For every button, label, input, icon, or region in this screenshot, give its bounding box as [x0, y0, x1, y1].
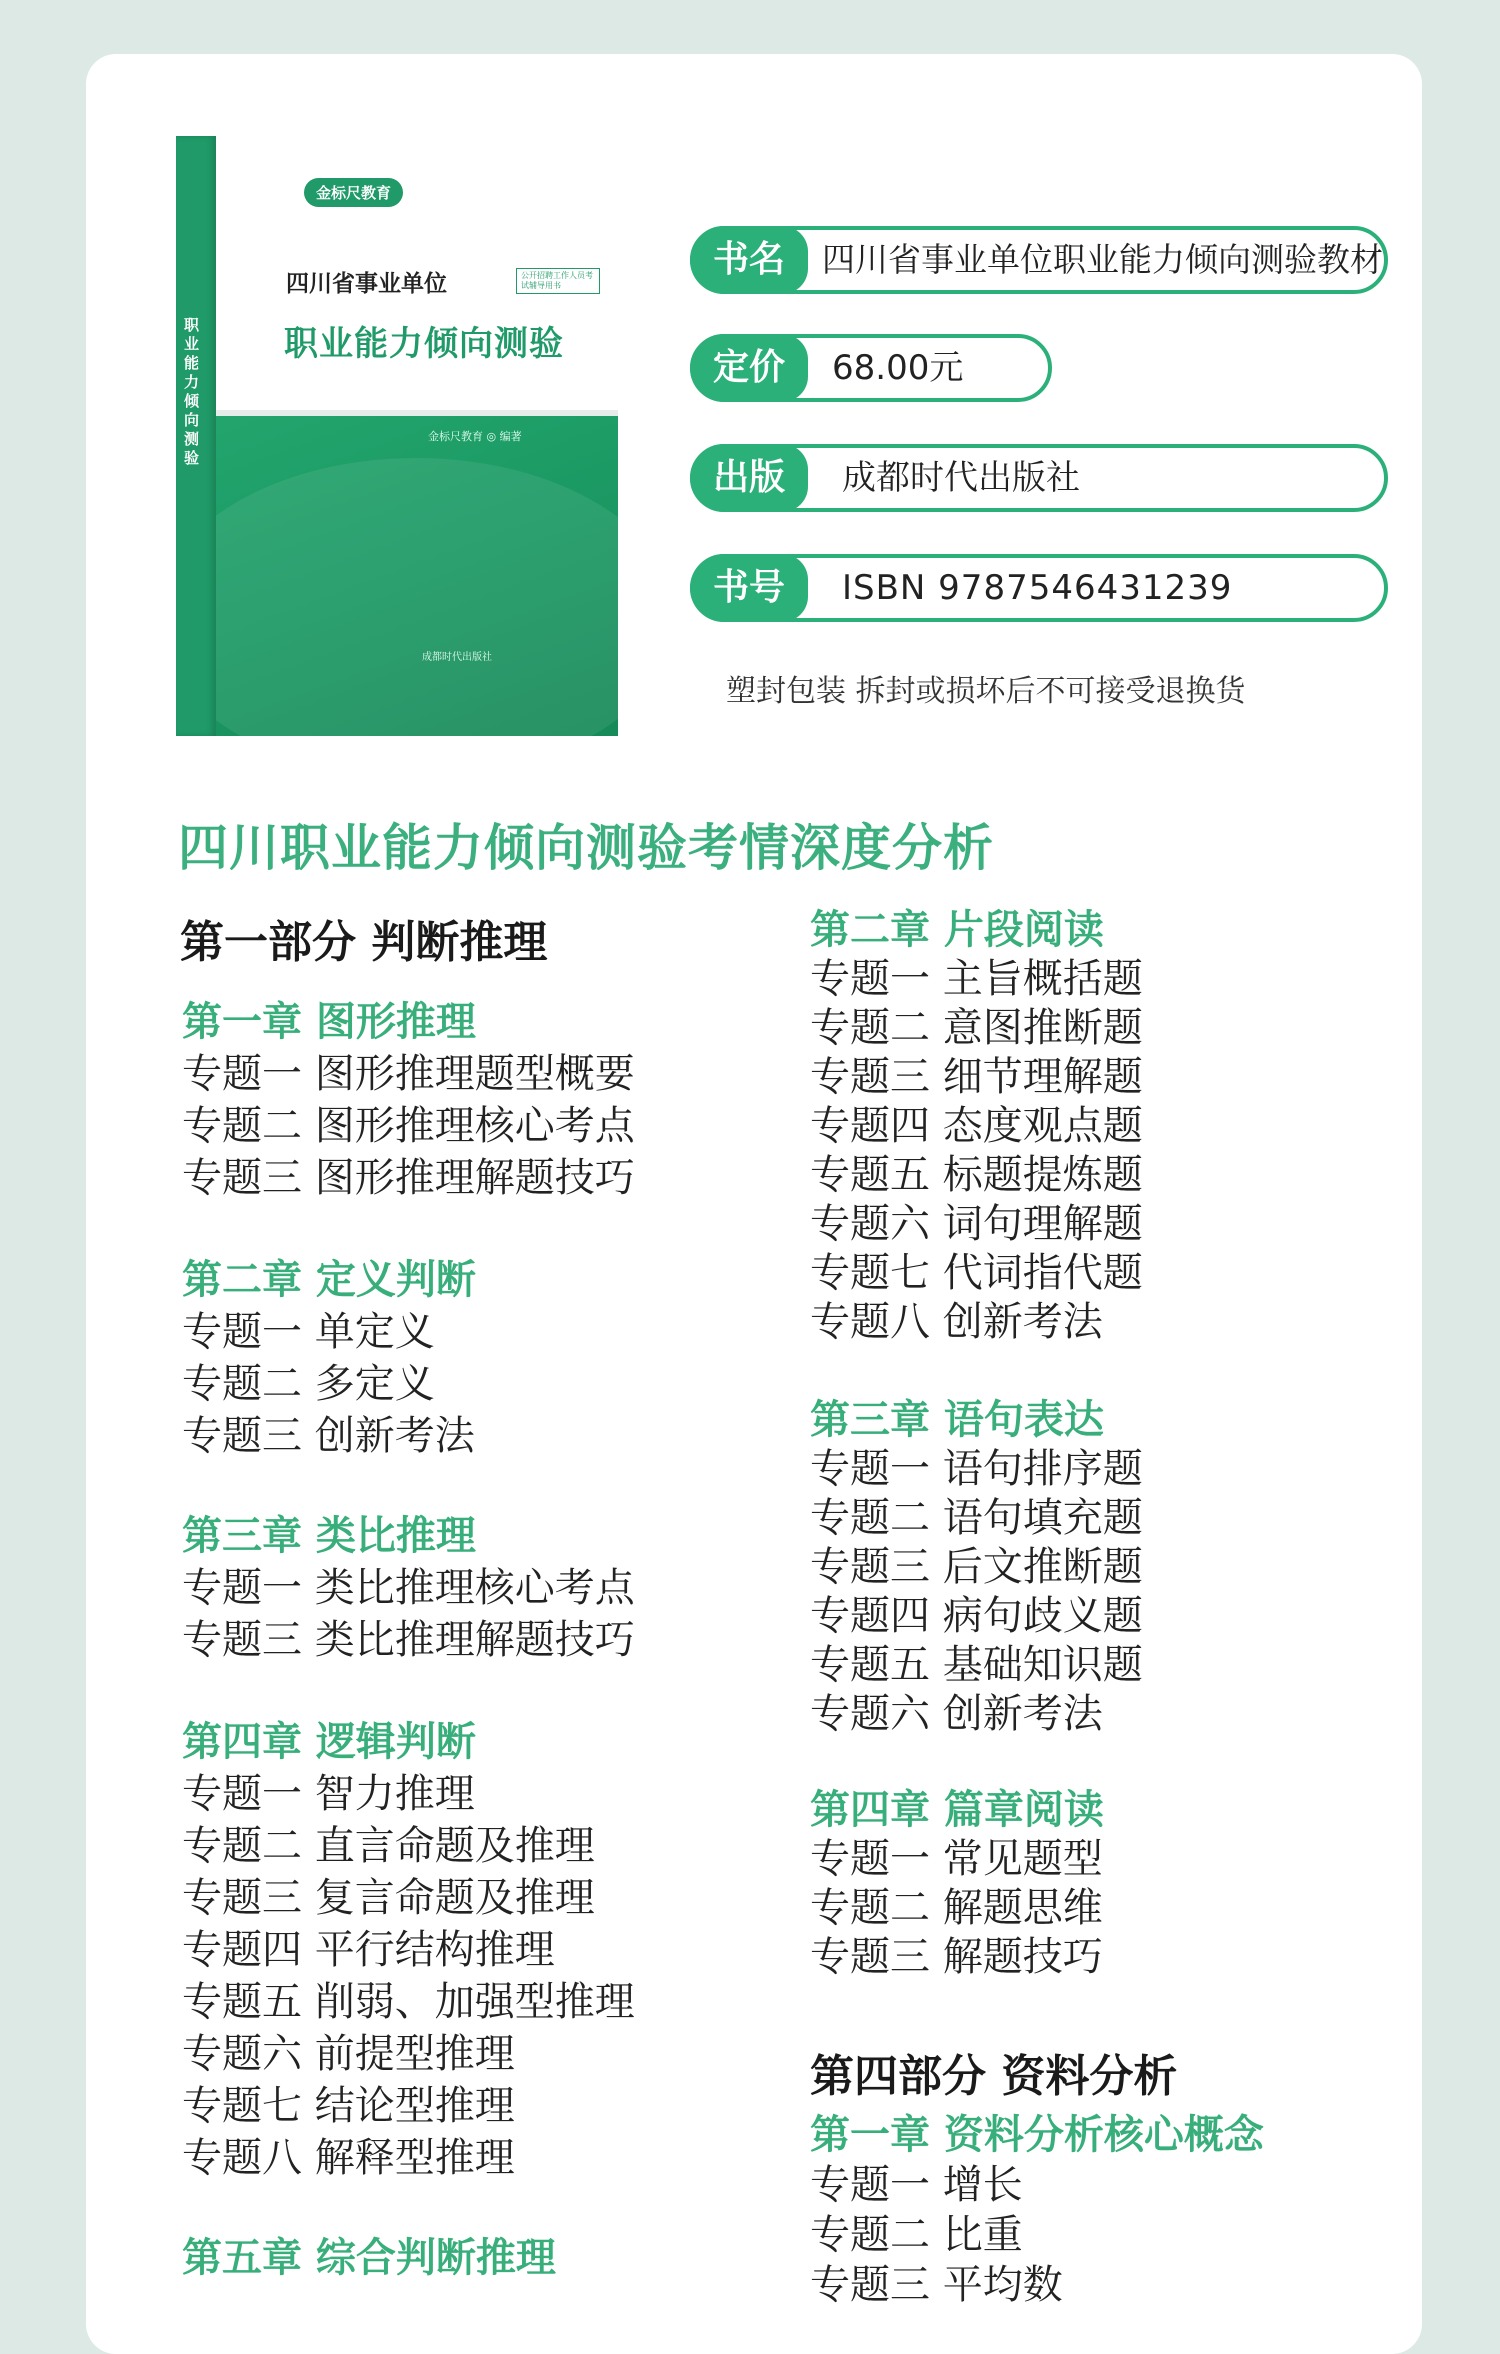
- info-value: ISBN 9787546431239: [842, 568, 1233, 608]
- topic-item: 专题三 复言命题及推理: [182, 1875, 595, 1921]
- info-book-name: [690, 226, 1388, 294]
- topic-item: 专题八 解释型推理: [182, 2135, 515, 2181]
- left-chapter-2: [182, 1254, 476, 1462]
- topic-item: 专题三 解题技巧: [810, 1934, 1103, 1980]
- topic-item: 专题二 语句填充题: [810, 1495, 1143, 1541]
- topic-item: 专题四 平行结构推理: [182, 1927, 555, 1973]
- topic-item: 专题一 常见题型: [810, 1836, 1103, 1882]
- topic-item: 专题六 词句理解题: [810, 1201, 1143, 1247]
- chapter-title: 第二章 片段阅读: [810, 907, 1104, 953]
- topic-item: 专题六 前提型推理: [182, 2031, 515, 2077]
- chapter-title: 第四章 逻辑判断: [182, 1719, 476, 1765]
- topic-item: 专题五 标题提炼题: [810, 1152, 1143, 1198]
- left-chapter-3: [182, 1510, 635, 1666]
- chapter-title: 第二章 定义判断: [182, 1257, 476, 1303]
- part-heading-1: 第一部分 判断推理: [180, 917, 548, 968]
- topic-item: 专题二 直言命题及推理: [182, 1823, 595, 1869]
- info-label: 书号: [690, 554, 808, 622]
- chapter-title: 第一章 资料分析核心概念: [810, 2112, 1264, 2158]
- topic-item: 专题五 削弱、加强型推理: [182, 1979, 635, 2025]
- main-heading: 四川职业能力倾向测验考情深度分析: [178, 819, 994, 877]
- topic-item: 专题八 创新考法: [810, 1299, 1103, 1345]
- info-value: 四川省事业单位职业能力倾向测验教材: [822, 240, 1383, 279]
- book-publisher: 成都时代出版社: [422, 652, 492, 663]
- info-label: 出版: [690, 444, 808, 512]
- topic-item: 专题三 创新考法: [182, 1413, 475, 1459]
- right-chapter-4: [810, 1786, 1104, 1982]
- book-tag: 公开招聘工作人员考试辅导用书: [516, 268, 600, 294]
- topic-item: 专题一 主旨概括题: [810, 956, 1143, 1002]
- topic-item: 专题一 图形推理题型概要: [182, 1051, 635, 1097]
- info-label: 书名: [690, 226, 808, 294]
- topic-item: 专题一 智力推理: [182, 1771, 475, 1817]
- info-value: 成都时代出版社: [842, 458, 1080, 498]
- topic-item: 专题二 图形推理核心考点: [182, 1103, 635, 1149]
- topic-item: 专题二 多定义: [182, 1361, 435, 1407]
- part-heading-4: 第四部分 资料分析: [810, 2051, 1178, 2102]
- chapter-title: 第三章 语句表达: [810, 1397, 1104, 1443]
- book-spine-title: 职业能力倾向测验: [184, 316, 200, 467]
- topic-item: 专题三 后文推断题: [810, 1544, 1143, 1590]
- right-chapter-2: [810, 906, 1143, 1347]
- topic-item: 专题四 态度观点题: [810, 1103, 1143, 1149]
- left-chapter-4: [182, 1716, 635, 2184]
- info-isbn: [690, 554, 1388, 622]
- topic-item: 专题二 意图推断题: [810, 1005, 1143, 1051]
- chapter-title: 第五章 综合判断推理: [182, 2235, 556, 2281]
- topic-item: 专题二 解题思维: [810, 1885, 1103, 1931]
- topic-item: 专题六 创新考法: [810, 1691, 1103, 1737]
- chapter-title: 第三章 类比推理: [182, 1513, 476, 1559]
- right-chapter-3: [810, 1396, 1143, 1739]
- book-title: 职业能力倾向测验: [284, 324, 564, 364]
- info-label: 定价: [690, 334, 808, 402]
- topic-item: 专题三 细节理解题: [810, 1054, 1143, 1100]
- topic-item: 专题三 平均数: [810, 2262, 1063, 2308]
- info-price: [690, 334, 1052, 402]
- info-value: 68.00元: [832, 348, 964, 388]
- topic-item: 专题五 基础知识题: [810, 1642, 1143, 1688]
- topic-item: 专题一 单定义: [182, 1309, 435, 1355]
- book-spine: [176, 136, 216, 736]
- topic-item: 专题一 增长: [810, 2162, 1023, 2208]
- left-chapter-1: [182, 996, 635, 1204]
- book-author: 金标尺教育 ◎ 编著: [428, 430, 522, 443]
- cover-header: [216, 128, 618, 416]
- topic-item: 专题七 结论型推理: [182, 2083, 515, 2129]
- topic-item: 专题三 类比推理解题技巧: [182, 1617, 635, 1663]
- left-chapter-5: [182, 2232, 556, 2284]
- right-part4-chapter-1: [810, 2110, 1264, 2310]
- chapter-title: 第一章 图形推理: [182, 999, 476, 1045]
- book-cover-image: [176, 128, 618, 736]
- packaging-notice: 塑封包装 拆封或损坏后不可接受退换货: [726, 674, 1246, 709]
- info-publisher: [690, 444, 1388, 512]
- cover-decoration: [216, 458, 618, 736]
- book-series: 四川省事业单位: [286, 270, 447, 297]
- topic-item: 专题四 病句歧义题: [810, 1593, 1143, 1639]
- topic-item: 专题一 类比推理核心考点: [182, 1565, 635, 1611]
- topic-item: 专题二 比重: [810, 2212, 1023, 2258]
- book-front: [216, 128, 618, 736]
- topic-item: 专题一 语句排序题: [810, 1446, 1143, 1492]
- topic-item: 专题三 图形推理解题技巧: [182, 1155, 635, 1201]
- topic-item: 专题七 代词指代题: [810, 1250, 1143, 1296]
- brand-logo: 金标尺教育: [304, 178, 403, 207]
- chapter-title: 第四章 篇章阅读: [810, 1787, 1104, 1833]
